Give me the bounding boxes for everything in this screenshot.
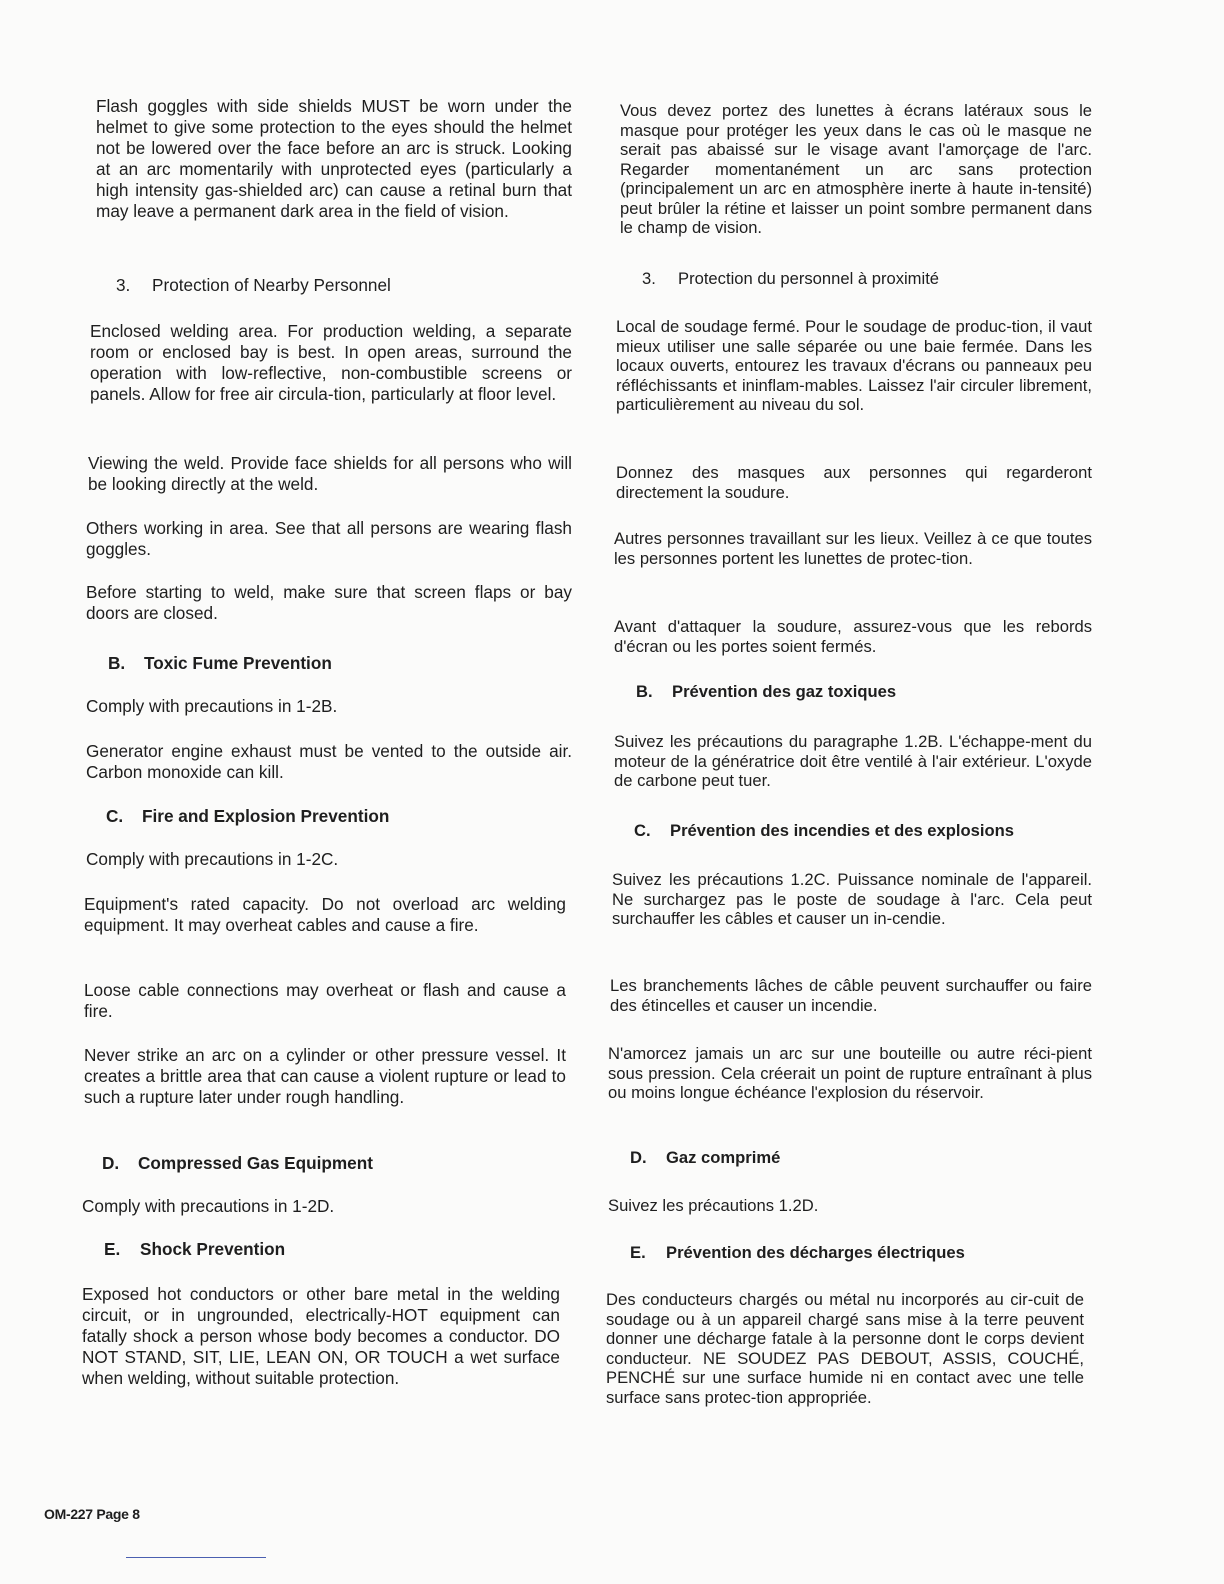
nearby-personnel-heading	[116, 275, 391, 296]
section-title: Prévention des incendies et des explosions	[670, 821, 1014, 840]
fire-explosion-heading	[106, 806, 389, 827]
goggles-paragraph: Flash goggles with side shields MUST be worn under the helmet to give some protection to the eyes should the helmet not be lowered over the face before an arc is struck. Looking at an arc momentarily with unprotected eyes (particularly a high intensity gas-shielded arc) can cause a retinal burn that may leave a permanent dark area in the field of vision.	[96, 96, 572, 221]
section-title: Fire and Explosion Prevention	[142, 806, 390, 826]
viewing-weld-paragraph: Viewing the weld. Provide face shields for all persons who will be looking directly at the weld.	[88, 453, 572, 494]
fire-precautions-paragraph-fr: Suivez les précautions 1.2C. Puissance nominale de l'appareil. Ne surchargez pas le poste de soudage à l'arc. Cela peut surchauffer les câbles et causer un in-cendie.	[612, 870, 1092, 928]
section-letter: E.	[104, 1239, 121, 1259]
enclosed-area-paragraph-fr: Local de soudage fermé. Pour le soudage de produc-tion, il vaut mieux utiliser une salle séparée ou une baie fermée. Dans les locaux ouverts, entourez les travaux d'écrans ou panneaux peu réfléchissants et ininflam-mables. Laissez l'air circuler librement, particulièrement au niveau du sol.	[616, 317, 1092, 414]
section-letter: C.	[634, 821, 651, 840]
footer-rule	[126, 1557, 266, 1558]
subsection-title: Protection du personnel à proximité	[678, 269, 940, 288]
toxic-precautions-paragraph-fr: Suivez les précautions du paragraphe 1.2B. L'échappe-ment du moteur de la génératrice doit être ventilé à l'air extérieur. L'oxyde de carbone peut tuer.	[614, 732, 1092, 790]
toxic-fume-heading	[108, 653, 332, 674]
subsection-title: Protection of Nearby Personnel	[152, 275, 391, 295]
rated-capacity-paragraph: Equipment's rated capacity. Do not overload arc welding equipment. It may overheat cables and cause a fire.	[84, 894, 566, 935]
shock-paragraph-fr: Des conducteurs chargés ou métal nu incorporés au cir-cuit de soudage ou à un appareil chargé sans mise à la terre peuvent donner une décharge fatale à la personne dont le corps devient conducteur. NE SOUDEZ PAS DEBOUT, ASSIS, COUCHÉ, PENCHÉ sur une surface humide ni en contact avec une telle surface sans protec-tion appropriée.	[606, 1290, 1084, 1407]
subsection-number: 3.	[116, 275, 131, 295]
viewing-weld-paragraph-fr: Donnez des masques aux personnes qui regarderont directement la soudure.	[616, 463, 1092, 502]
nearby-personnel-heading-fr	[642, 268, 939, 289]
section-letter: B.	[636, 682, 653, 701]
shock-prevention-heading	[104, 1239, 285, 1260]
compressed-gas-precautions-paragraph-fr: Suivez les précautions 1.2D.	[608, 1196, 819, 1215]
before-welding-paragraph-fr: Avant d'attaquer la soudure, assurez-vous que les rebords d'écran ou les portes soient fermés.	[614, 617, 1092, 656]
others-working-paragraph-fr: Autres personnes travaillant sur les lieux. Veillez à ce que toutes les personnes portent les lunettes de protec-tion.	[614, 529, 1092, 568]
shock-paragraph: Exposed hot conductors or other bare metal in the welding circuit, or in ungrounded, electrically-HOT equipment can fatally shock a person whose body becomes a conductor. DO NOT STAND, SIT, LIE, LEAN ON, OR TOUCH a wet surface when welding, without suitable protection.	[82, 1284, 560, 1388]
shock-prevention-heading-fr	[630, 1242, 965, 1263]
cylinder-arc-paragraph: Never strike an arc on a cylinder or other pressure vessel. It creates a brittle area that can cause a violent rupture or lead to such a rupture later under rough handling.	[84, 1045, 566, 1107]
cylinder-arc-paragraph-fr: N'amorcez jamais un arc sur une bouteille ou autre réci-pient sous pression. Cela créerait un point de rupture entraînant à plus ou moins longue échéance l'explosion du réservoir.	[608, 1044, 1092, 1102]
section-title: Toxic Fume Prevention	[144, 653, 332, 673]
loose-cables-paragraph-fr: Les branchements lâches de câble peuvent surchauffer ou faire des étincelles et causer un incendie.	[610, 976, 1092, 1015]
page-footer: OM-227 Page 8	[44, 1506, 140, 1522]
section-title: Compressed Gas Equipment	[138, 1153, 373, 1173]
section-letter: B.	[108, 653, 126, 673]
toxic-fume-heading-fr	[636, 681, 896, 702]
loose-cables-paragraph: Loose cable connections may overheat or flash and cause a fire.	[84, 980, 566, 1021]
fire-explosion-heading-fr	[634, 820, 1014, 841]
engine-exhaust-paragraph: Generator engine exhaust must be vented to the outside air. Carbon monoxide can kill.	[86, 741, 572, 782]
fire-precautions-paragraph: Comply with precautions in 1-2C.	[86, 849, 339, 869]
toxic-precautions-paragraph: Comply with precautions in 1-2B.	[86, 696, 338, 716]
section-letter: D.	[630, 1148, 647, 1167]
others-working-paragraph: Others working in area. See that all persons are wearing flash goggles.	[86, 518, 572, 559]
subsection-number: 3.	[642, 269, 656, 288]
before-welding-paragraph: Before starting to weld, make sure that screen flaps or bay doors are closed.	[86, 582, 572, 623]
compressed-gas-heading	[102, 1153, 373, 1174]
section-letter: D.	[102, 1153, 120, 1173]
goggles-paragraph-fr: Vous devez portez des lunettes à écrans latéraux sous le masque pour protéger les yeux dans le cas où le masque ne serait pas abaissé sur le visage avant l'amorçage de l'arc. Regarder momentanément un arc sans protection (principalement un arc en atmosphère inerte à haute in-tensité) peut brûler la rétine et laisser un point sombre permanent dans le champ de vision.	[620, 101, 1092, 237]
section-title: Shock Prevention	[140, 1239, 286, 1259]
compressed-gas-precautions-paragraph: Comply with precautions in 1-2D.	[82, 1196, 335, 1216]
section-letter: E.	[630, 1243, 646, 1262]
section-title: Prévention des gaz toxiques	[672, 682, 897, 701]
enclosed-area-paragraph: Enclosed welding area. For production welding, a separate room or enclosed bay is best. In open areas, surround the operation with low-reflective, non-combustible screens or panels. Allow for free air circula-tion, particularly at floor level.	[90, 321, 572, 404]
compressed-gas-heading-fr	[630, 1147, 780, 1168]
section-letter: C.	[106, 806, 124, 826]
section-title: Gaz comprimé	[666, 1148, 781, 1167]
section-title: Prévention des décharges électriques	[666, 1243, 965, 1262]
